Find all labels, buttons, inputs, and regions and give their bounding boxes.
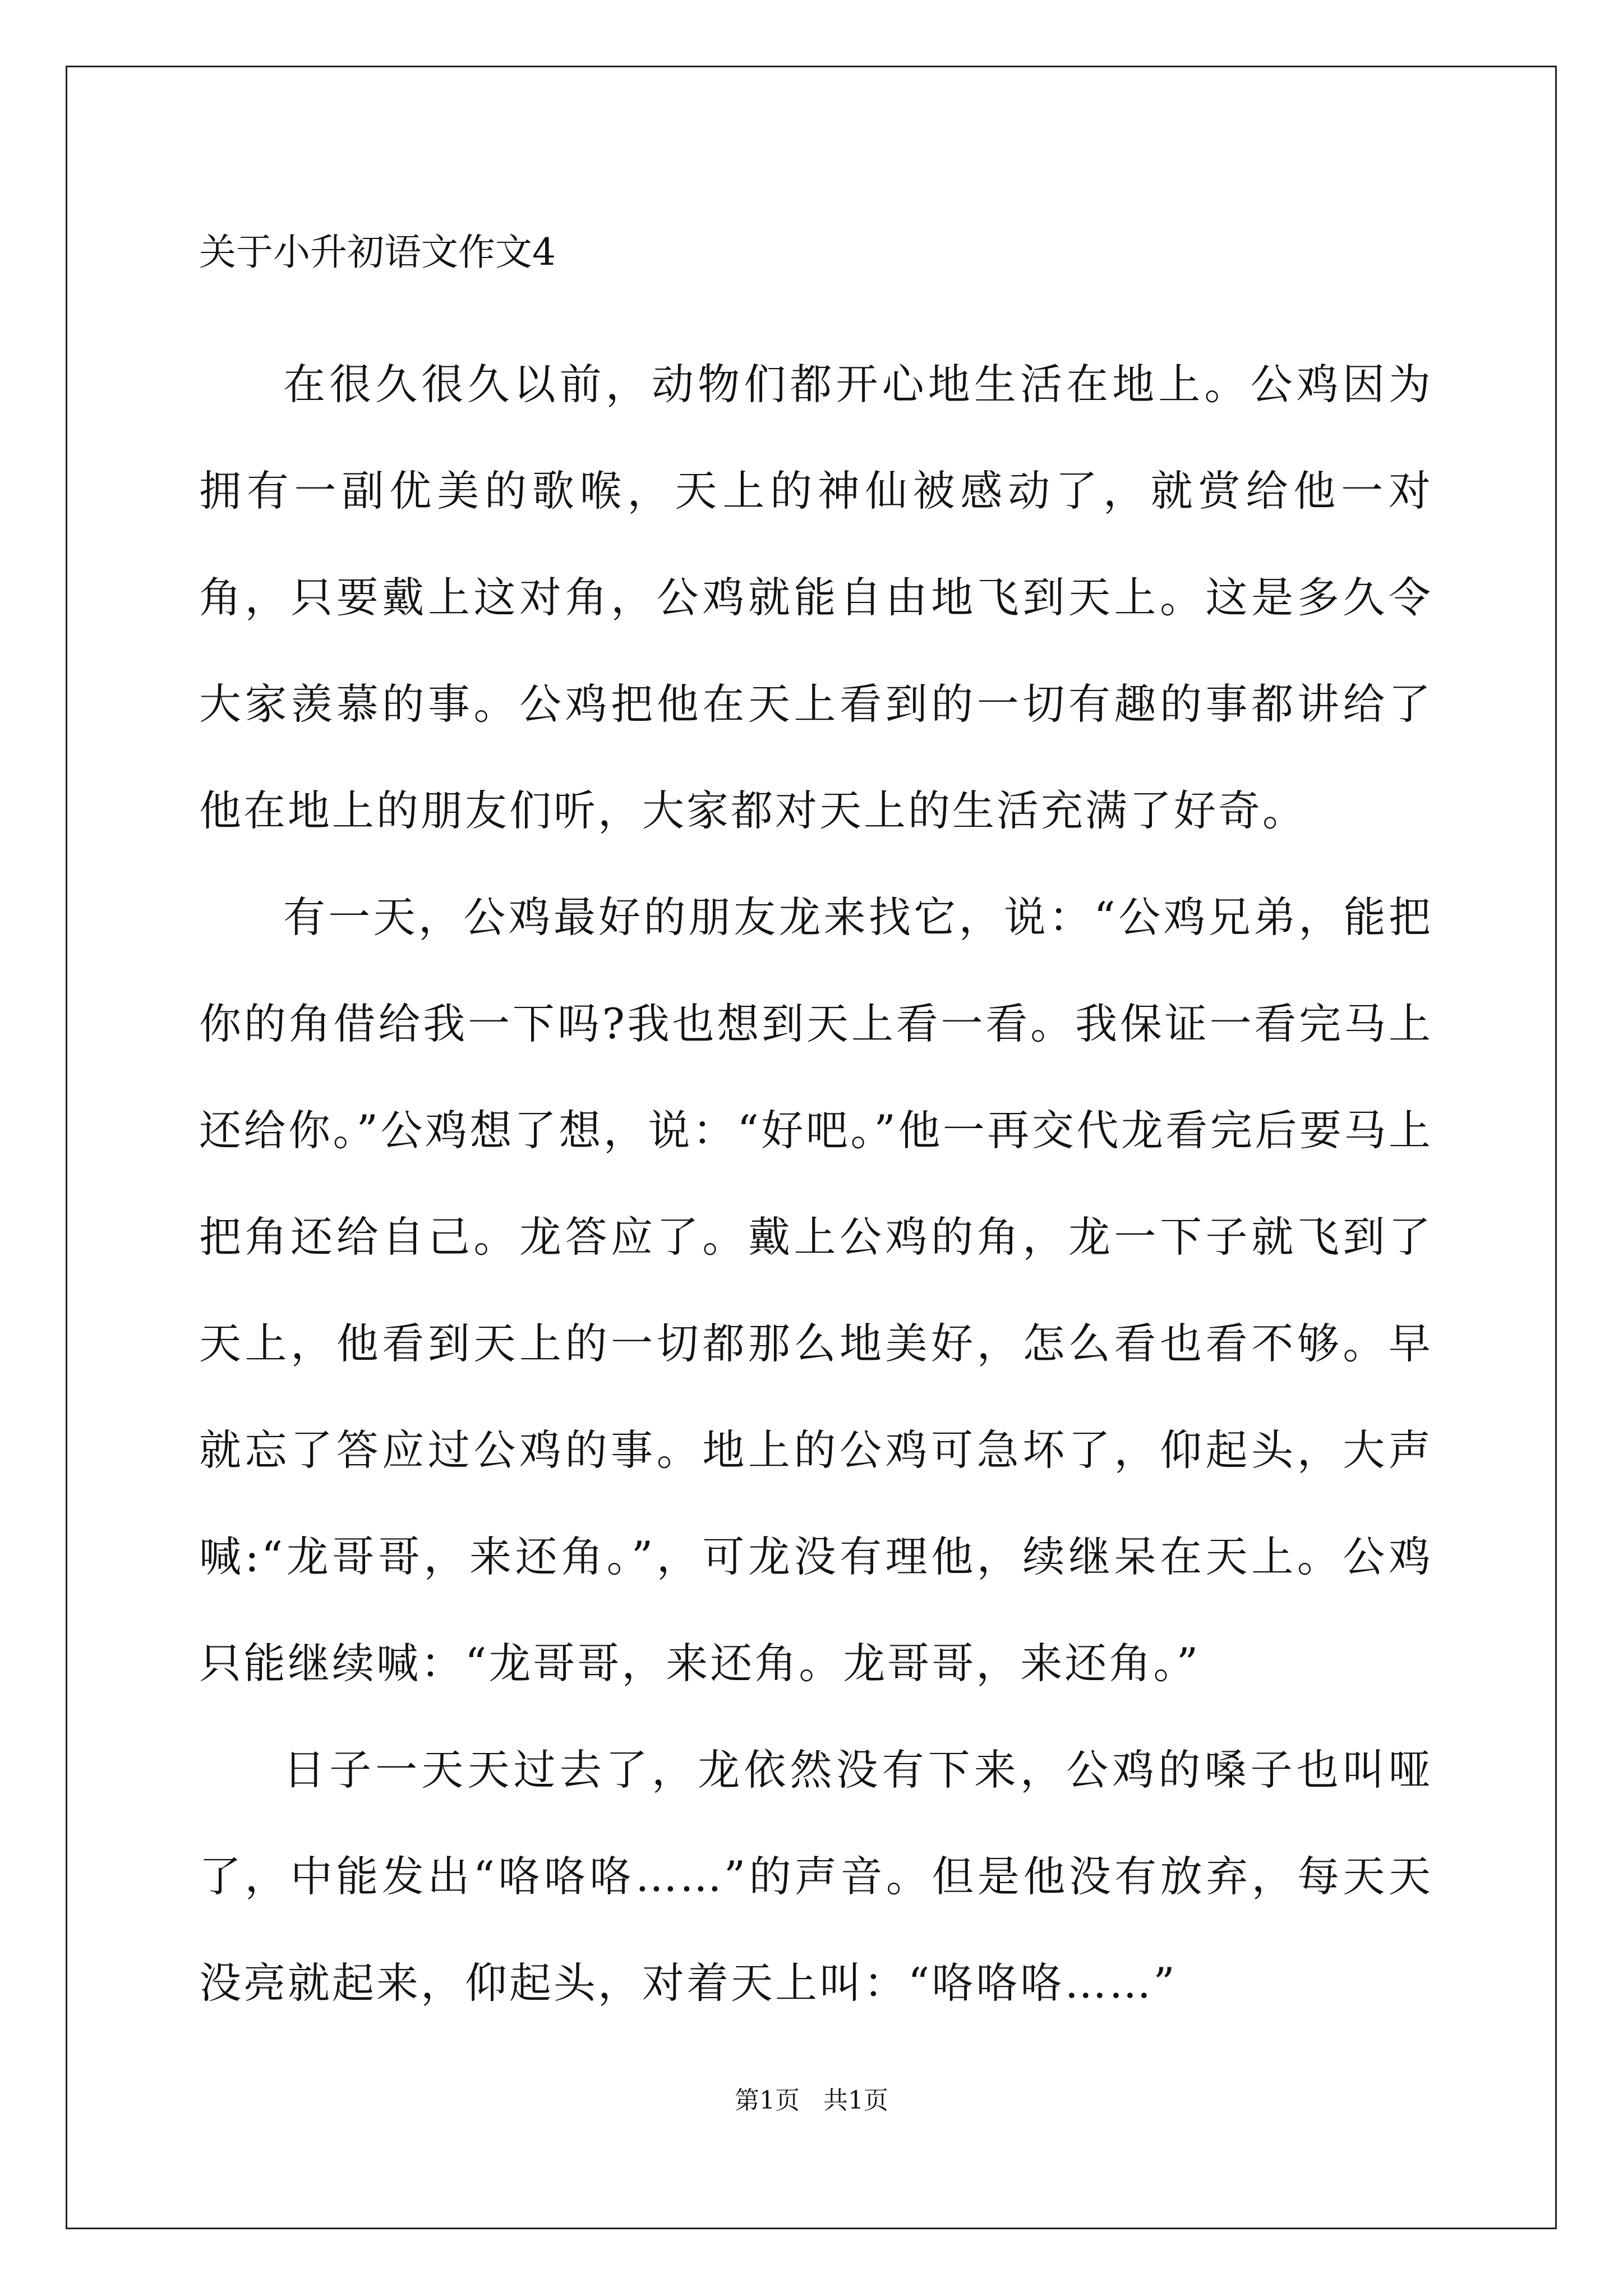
- document-title: 关于小升初语文作文4: [199, 231, 556, 274]
- paragraph-1: 在很久很久以前，动物们都开心地生活在地上。公鸡因为拥有一副优美的歌喉，天上的神仙被感动了，就赏给他一对角，只要戴上这对角，公鸡就能自由地飞到天上。这是多久令大家羡慕的事。公鸡把他在天上看到的一切有趣的事都讲给了他在地上的朋友们听，大家都对天上的生活充满了好奇。: [199, 360, 1433, 835]
- document-body: [199, 224, 1433, 2036]
- paragraph-2: 有一天，公鸡最好的朋友龙来找它，说：“公鸡兄弟，能把你的角借给我一下吗?我也想到天上看一看。我保证一看完马上还给你。”公鸡想了想，说：“好吧。”他一再交代龙看完后要马上把角还给自己。龙答应了。戴上公鸡的角，龙一下子就飞到了天上，他看到天上的一切都那么地美好，怎么看也看不够。早就忘了答应过公鸡的事。地上的公鸡可急坏了，仰起头，大声喊:“龙哥哥，来还角。”，可龙没有理他，续继呆在天上。公鸡只能继续喊：“龙哥哥，来还角。龙哥哥，来还角。”: [199, 892, 1433, 1688]
- paragraph-3: 日子一天天过去了，龙依然没有下来，公鸡的嗓子也叫哑了，中能发出“咯咯咯……”的声音。但是他没有放弃，每天天没亮就起来，仰起头，对着天上叫：“咯咯咯……”: [199, 1745, 1433, 2008]
- page-number-footer: 第1页 共1页: [735, 2086, 888, 2115]
